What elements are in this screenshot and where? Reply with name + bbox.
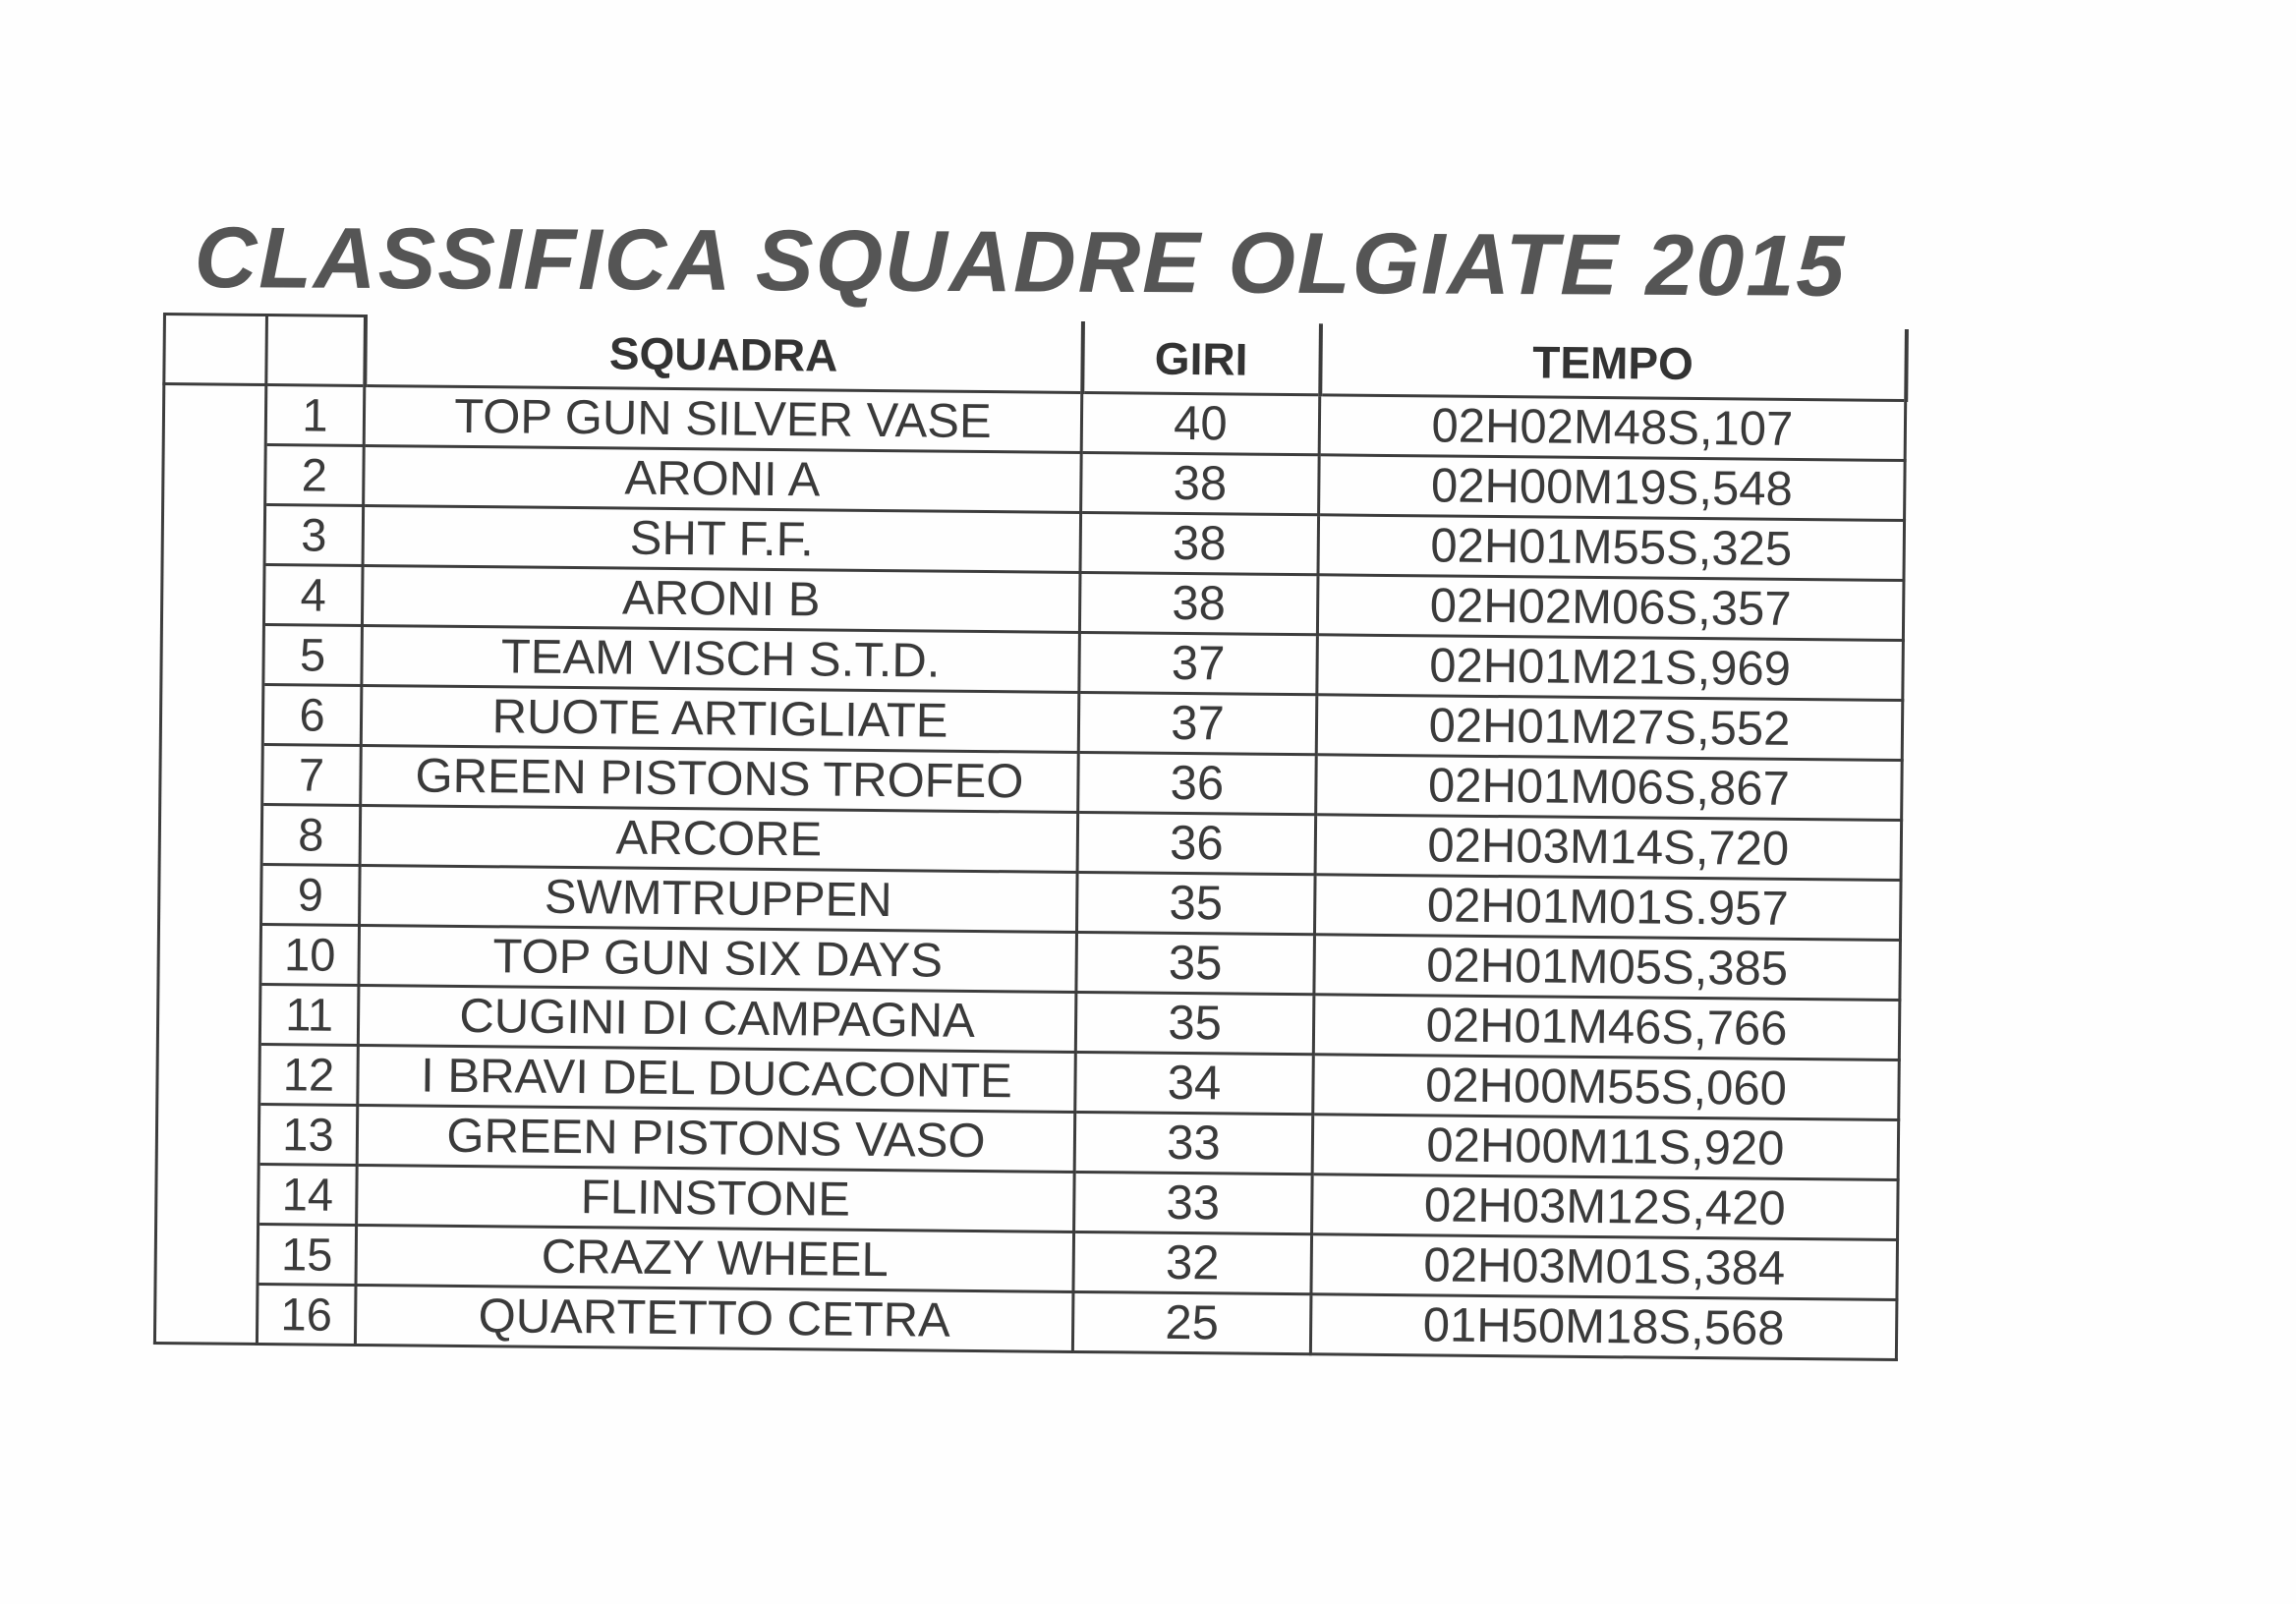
row-laps: 40 [1081, 392, 1320, 454]
row-time: 02H01M01S.957 [1314, 875, 1901, 941]
row-team-name: TOP GUN SIX DAYS [359, 925, 1077, 992]
row-laps: 36 [1078, 752, 1317, 814]
row-time: 02H03M01S,384 [1311, 1234, 1898, 1300]
row-blank-cell [158, 923, 261, 984]
row-team-name: RUOTE ARTIGLIATE [361, 685, 1079, 752]
row-position: 3 [264, 505, 364, 566]
row-time: 02H03M14S,720 [1315, 815, 1902, 881]
row-team-name: I BRAVI DEL DUCACONTE [358, 1045, 1076, 1112]
row-laps: 35 [1075, 992, 1314, 1054]
header-position-cell [266, 315, 366, 386]
row-laps: 37 [1079, 632, 1318, 694]
row-team-name: QUARTETTO CETRA [355, 1285, 1073, 1351]
header-team: SQUADRA [365, 315, 1083, 392]
row-blank-cell [160, 683, 263, 744]
row-laps: 33 [1074, 1172, 1313, 1233]
row-time: 02H00M19S,548 [1319, 455, 1906, 521]
header-laps: GIRI [1082, 322, 1321, 394]
row-blank-cell [159, 803, 262, 864]
row-position: 1 [265, 385, 365, 446]
row-team-name: FLINSTONE [357, 1165, 1075, 1232]
row-blank-cell [160, 743, 263, 804]
row-blank-cell [157, 1043, 260, 1104]
row-position: 6 [262, 684, 362, 745]
row-blank-cell [155, 1223, 258, 1284]
row-team-name: CRAZY WHEEL [356, 1225, 1074, 1291]
row-time: 01H50M18S,568 [1310, 1294, 1897, 1360]
row-position: 11 [259, 984, 359, 1045]
row-position: 9 [261, 864, 361, 925]
row-blank-cell [156, 1103, 259, 1164]
row-position: 12 [259, 1044, 359, 1105]
row-time: 02H02M48S,107 [1319, 395, 1906, 461]
header-time: TEMPO [1320, 325, 1907, 401]
row-team-name: ARONI B [362, 565, 1080, 632]
row-position: 2 [265, 445, 365, 506]
row-position: 10 [260, 924, 360, 985]
row-laps: 32 [1073, 1232, 1312, 1293]
row-position: 7 [262, 744, 362, 805]
row-blank-cell [163, 444, 266, 505]
row-blank-cell [154, 1283, 258, 1344]
row-position: 13 [258, 1104, 358, 1165]
row-position: 16 [257, 1284, 356, 1345]
row-laps: 38 [1080, 512, 1319, 574]
row-position: 14 [258, 1164, 358, 1225]
row-laps: 36 [1077, 812, 1316, 874]
row-time: 02H01M55S,325 [1318, 515, 1905, 581]
row-time: 02H00M55S,060 [1313, 1055, 1900, 1120]
standings-table-wrapper [153, 313, 1913, 1391]
row-position: 8 [261, 804, 361, 865]
row-laps: 35 [1076, 872, 1315, 934]
row-time: 02H01M46S,766 [1313, 995, 1900, 1060]
row-blank-cell [163, 384, 266, 445]
row-laps: 33 [1074, 1112, 1313, 1174]
row-blank-cell [162, 504, 265, 565]
row-team-name: GREEN PISTONS VASO [357, 1105, 1075, 1172]
row-blank-cell [161, 564, 264, 625]
row-blank-cell [157, 983, 260, 1044]
row-position: 5 [263, 624, 363, 685]
row-time: 02H00M11S,920 [1312, 1115, 1899, 1180]
row-laps: 35 [1076, 932, 1315, 994]
row-time: 02H01M27S,552 [1316, 695, 1903, 761]
row-time: 02H03M12S,420 [1312, 1174, 1899, 1240]
row-blank-cell [156, 1163, 259, 1224]
row-team-name: TEAM VISCH S.T.D. [362, 625, 1080, 692]
table-body [154, 384, 1905, 1360]
row-time: 02H01M06S,867 [1316, 755, 1903, 821]
row-time: 02H01M21S,969 [1317, 635, 1904, 701]
header-blank-cell [164, 315, 267, 385]
row-team-name: ARONI A [364, 445, 1082, 512]
row-team-name: CUGINI DI CAMPAGNA [358, 985, 1076, 1052]
row-laps: 25 [1072, 1291, 1311, 1353]
row-team-name: GREEN PISTONS TROFEO [361, 745, 1079, 812]
row-time: 02H02M06S,357 [1317, 575, 1904, 641]
row-team-name: SHT F.F. [363, 505, 1081, 572]
row-laps: 38 [1081, 452, 1320, 514]
row-laps: 37 [1078, 692, 1317, 754]
row-team-name: TOP GUN SILVER VASE [364, 385, 1082, 452]
standings-table [153, 313, 1908, 1361]
row-blank-cell [161, 623, 264, 684]
row-laps: 38 [1079, 572, 1318, 634]
row-time: 02H01M05S,385 [1314, 935, 1901, 1001]
row-blank-cell [159, 863, 262, 924]
row-laps: 34 [1075, 1052, 1314, 1114]
row-position: 15 [258, 1224, 357, 1285]
row-team-name: ARCORE [360, 805, 1078, 872]
row-position: 4 [263, 565, 363, 626]
page-title: CLASSIFICA SQUADRE OLGIATE 2015 [194, 208, 1847, 315]
row-team-name: SWMTRUPPEN [360, 865, 1078, 932]
